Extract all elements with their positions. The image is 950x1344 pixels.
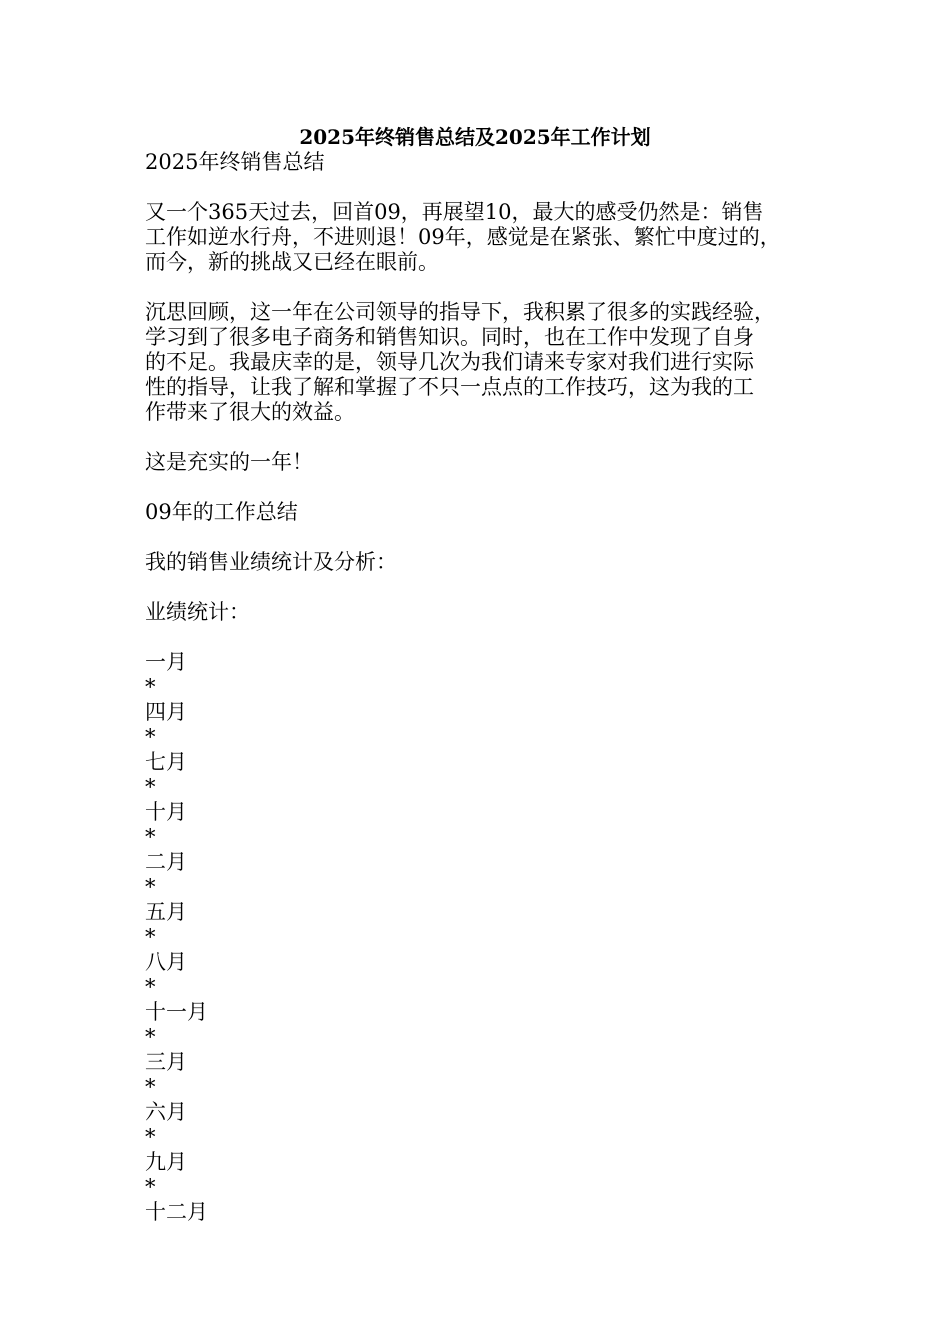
month-separator: * xyxy=(145,1075,156,1099)
blank-line xyxy=(145,425,815,450)
month-item: 八月 xyxy=(145,950,187,974)
month-item: 六月 xyxy=(145,1100,187,1124)
month-separator: * xyxy=(145,1175,156,1199)
month-item: 二月 xyxy=(145,850,187,874)
document-body xyxy=(145,150,815,1225)
month-separator: * xyxy=(145,775,156,799)
blank-line xyxy=(145,575,815,600)
blank-line xyxy=(145,275,815,300)
month-separator: * xyxy=(145,725,156,749)
month-item: 三月 xyxy=(145,1050,187,1074)
work-summary-heading: 09年的工作总结 xyxy=(145,500,298,524)
paragraph-line: 沉思回顾，这一年在公司领导的指导下，我积累了很多的实践经验， xyxy=(145,300,775,324)
blank-line xyxy=(145,475,815,500)
blank-line xyxy=(145,525,815,550)
month-item: 十月 xyxy=(145,800,187,824)
month-item: 十一月 xyxy=(145,1000,208,1024)
stats-heading: 业绩统计： xyxy=(145,600,250,624)
blank-line xyxy=(145,625,815,650)
paragraph-line: 的不足。我最庆幸的是，领导几次为我们请来专家对我们进行实际 xyxy=(145,350,754,374)
month-separator: * xyxy=(145,975,156,999)
document-subtitle: 2025年终销售总结 xyxy=(145,150,325,174)
month-item: 七月 xyxy=(145,750,187,774)
paragraph-line: 工作如逆水行舟，不进则退！09年，感觉是在紧张、繁忙中度过的， xyxy=(145,225,781,249)
paragraph-line: 而今，新的挑战又已经在眼前。 xyxy=(145,250,439,274)
month-item: 五月 xyxy=(145,900,187,924)
paragraph-line: 作带来了很大的效益。 xyxy=(145,400,355,424)
month-separator: * xyxy=(145,875,156,899)
month-separator: * xyxy=(145,1125,156,1149)
month-item: 十二月 xyxy=(145,1200,208,1224)
paragraph-line: 学习到了很多电子商务和销售知识。同时，也在工作中发现了自身 xyxy=(145,325,754,349)
paragraph-line: 又一个365天过去，回首09，再展望10，最大的感受仍然是：销售 xyxy=(145,200,764,224)
month-item: 四月 xyxy=(145,700,187,724)
document-title: 2025年终销售总结及2025年工作计划 xyxy=(299,125,651,149)
sales-analysis-heading: 我的销售业绩统计及分析： xyxy=(145,550,397,574)
paragraph-line: 性的指导，让我了解和掌握了不只一点点的工作技巧，这为我的工 xyxy=(145,375,754,399)
month-list xyxy=(145,650,815,1225)
month-separator: * xyxy=(145,1025,156,1049)
month-separator: * xyxy=(145,675,156,699)
paragraph-review xyxy=(145,300,815,425)
month-item: 一月 xyxy=(145,650,187,674)
month-separator: * xyxy=(145,925,156,949)
month-item: 九月 xyxy=(145,1150,187,1174)
paragraph-intro xyxy=(145,200,815,275)
blank-line xyxy=(145,175,815,200)
month-separator: * xyxy=(145,825,156,849)
full-year-line: 这是充实的一年！ xyxy=(145,450,313,474)
